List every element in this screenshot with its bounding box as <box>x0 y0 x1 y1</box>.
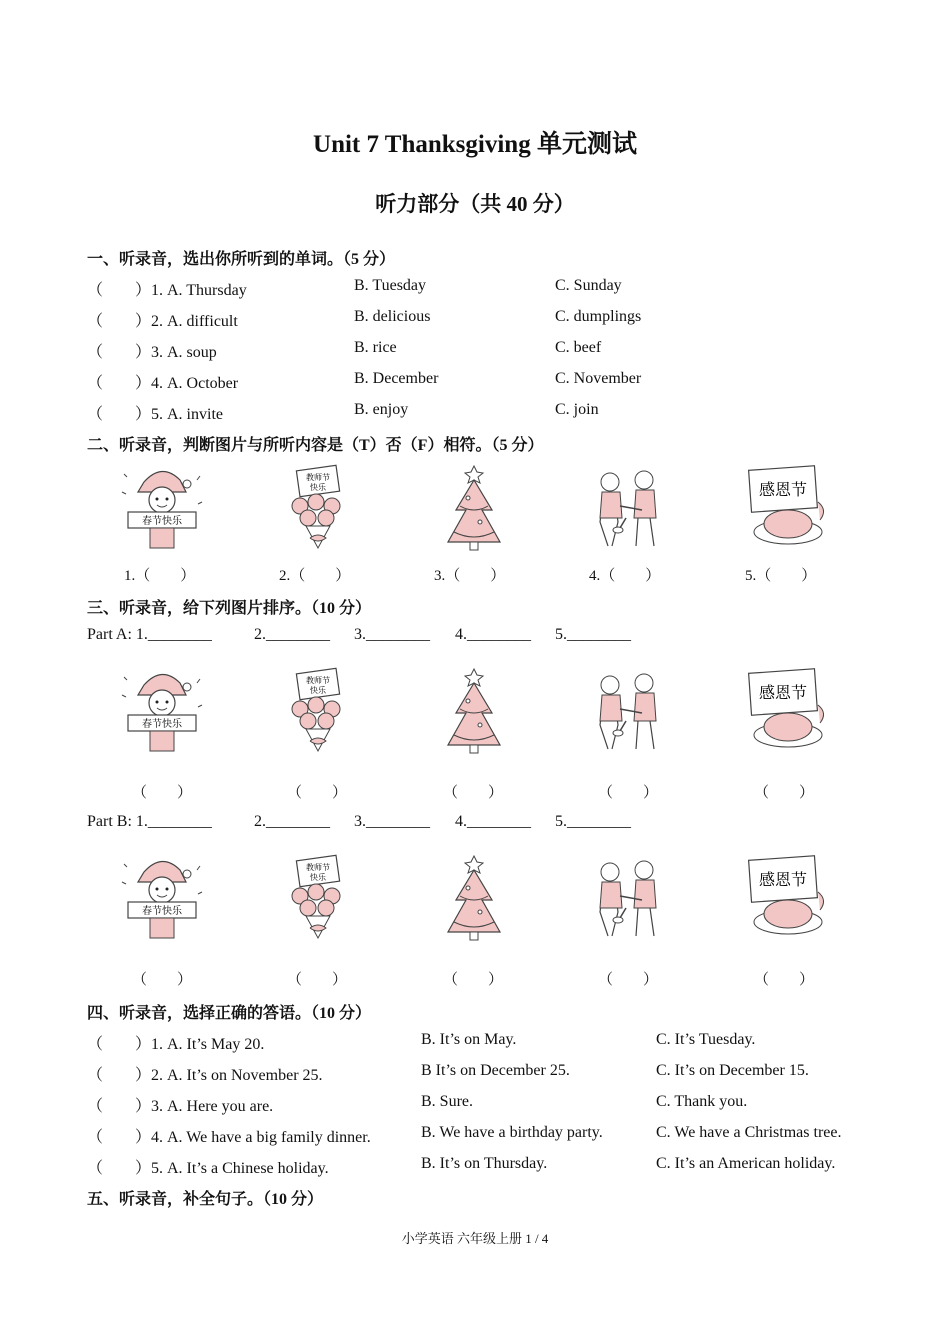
reply-2-option-c: C. It’s on December 15. <box>656 1062 809 1079</box>
question-3-stem[interactable]: （ ）3. A. soup <box>87 344 217 361</box>
reply-5-option-c: C. It’s an American holiday. <box>656 1155 836 1172</box>
reply-3-option-b: B. Sure. <box>421 1093 473 1110</box>
thanks-card-text: 感恩节 <box>758 480 808 499</box>
reply-1-stem[interactable]: （ ）1. A. It’s May 20. <box>87 1036 265 1053</box>
part-a-blank-5[interactable]: 5.________ <box>555 626 631 643</box>
part-a-turkey-picture <box>736 665 832 757</box>
part-a-bouquet-picture <box>270 665 366 757</box>
question-1-stem[interactable]: （ ）1. A. Thursday <box>87 282 247 299</box>
section-subtitle: 听力部分（共 40 分） <box>375 192 575 216</box>
part-b-blank-4[interactable]: 4.________ <box>455 813 531 830</box>
part-a-kids-picture <box>580 665 676 757</box>
part-a-order-3[interactable]: （ ） <box>443 785 504 801</box>
svg-text:感恩节: 感恩节 <box>758 870 808 889</box>
svg-text:快乐: 快乐 <box>310 873 326 882</box>
section-1-heading: 一、听录音，选出你所听到的单词。（5 分） <box>87 251 396 268</box>
question-1-option-c: C. Sunday <box>555 277 622 294</box>
christmas-tree-picture <box>426 462 522 554</box>
part-b-blank-3[interactable]: 3.________ <box>354 813 430 830</box>
question-1-option-b: B. Tuesday <box>354 277 427 294</box>
part-b-order-5[interactable]: （ ） <box>754 972 815 988</box>
part-a-order-2[interactable]: （ ） <box>287 785 348 801</box>
reply-5-option-b: B. It’s on Thursday. <box>421 1155 548 1172</box>
question-4-option-b: B. December <box>354 370 439 387</box>
part-a-blank-3[interactable]: 3.________ <box>354 626 430 643</box>
part-b-blank-5[interactable]: 5.________ <box>555 813 631 830</box>
section-4-heading: 四、听录音，选择正确的答语。（10 分） <box>87 1005 372 1022</box>
part-b-order-2[interactable]: （ ） <box>287 972 348 988</box>
thanksgiving-turkey-picture <box>736 462 832 554</box>
kids-planting-picture <box>580 462 676 554</box>
tf-answer-1[interactable]: 1.（ ） <box>124 568 196 584</box>
question-3-option-c: C. beef <box>555 339 602 356</box>
reply-4-stem[interactable]: （ ）4. A. We have a big family dinner. <box>87 1129 371 1146</box>
question-2-option-b: B. delicious <box>354 308 431 325</box>
teacher-card-line1: 教师节 <box>306 473 330 482</box>
reply-3-stem[interactable]: （ ）3. A. Here you are. <box>87 1098 274 1115</box>
tf-answer-5[interactable]: 5.（ ） <box>745 568 817 584</box>
reply-2-option-b: B It’s on December 25. <box>421 1062 570 1079</box>
part-b-tree-picture <box>426 852 522 944</box>
reply-4-option-b: B. We have a birthday party. <box>421 1124 603 1141</box>
section-3-heading: 三、听录音，给下列图片排序。（10 分） <box>87 600 372 617</box>
question-5-stem[interactable]: （ ）5. A. invite <box>87 406 223 423</box>
svg-text:快乐: 快乐 <box>310 686 326 695</box>
teachers-day-bouquet-picture <box>270 462 366 554</box>
part-a-order-1[interactable]: （ ） <box>132 785 193 801</box>
part-b-bouquet-picture <box>270 852 366 944</box>
reply-3-option-c: C. Thank you. <box>656 1093 748 1110</box>
reply-5-stem[interactable]: （ ）5. A. It’s a Chinese holiday. <box>87 1160 329 1177</box>
page-title: Unit 7 Thanksgiving 单元测试 <box>313 131 637 158</box>
question-4-stem[interactable]: （ ）4. A. October <box>87 375 239 392</box>
reply-1-option-c: C. It’s Tuesday. <box>656 1031 756 1048</box>
svg-text:春节快乐: 春节快乐 <box>142 719 182 730</box>
svg-text:教师节: 教师节 <box>306 863 330 872</box>
teacher-card-line2: 快乐 <box>310 483 326 492</box>
part-b-order-1[interactable]: （ ） <box>132 972 193 988</box>
section-2-heading: 二、听录音，判断图片与所听内容是（T）否（F）相符。（5 分） <box>87 437 544 454</box>
part-a-order-5[interactable]: （ ） <box>754 785 815 801</box>
svg-text:感恩节: 感恩节 <box>758 683 808 702</box>
section-5-heading: 五、听录音，补全句子。（10 分） <box>87 1191 324 1208</box>
page-footer: 小学英语 六年级上册 1 / 4 <box>401 1231 549 1246</box>
part-b-kids-picture <box>580 852 676 944</box>
part-b-order-4[interactable]: （ ） <box>598 972 659 988</box>
question-5-option-b: B. enjoy <box>354 401 409 418</box>
part-a-blank-4[interactable]: 4.________ <box>455 626 531 643</box>
part-a-blank-2[interactable]: 2.________ <box>254 626 330 643</box>
part-b-blank-1[interactable]: Part B: 1.________ <box>87 813 212 830</box>
question-3-option-b: B. rice <box>354 339 397 356</box>
part-b-blank-2[interactable]: 2.________ <box>254 813 330 830</box>
part-a-order-4[interactable]: （ ） <box>598 785 659 801</box>
tf-answer-3[interactable]: 3.（ ） <box>434 568 506 584</box>
part-a-tree-picture <box>426 665 522 757</box>
reply-4-option-c: C. We have a Christmas tree. <box>656 1124 842 1141</box>
spring-banner-text: 春节快乐 <box>142 516 182 527</box>
svg-text:春节快乐: 春节快乐 <box>142 906 182 917</box>
spring-festival-girl-picture <box>114 462 210 554</box>
svg-text:教师节: 教师节 <box>306 676 330 685</box>
question-5-option-c: C. join <box>555 401 599 418</box>
question-2-option-c: C. dumplings <box>555 308 642 325</box>
tf-answer-4[interactable]: 4.（ ） <box>589 568 661 584</box>
part-b-turkey-picture <box>736 852 832 944</box>
part-b-girl-picture <box>114 852 210 944</box>
reply-2-stem[interactable]: （ ）2. A. It’s on November 25. <box>87 1067 323 1084</box>
tf-answer-2[interactable]: 2.（ ） <box>279 568 351 584</box>
part-a-blank-1[interactable]: Part A: 1.________ <box>87 626 212 643</box>
reply-1-option-b: B. It’s on May. <box>421 1031 517 1048</box>
question-2-stem[interactable]: （ ）2. A. difficult <box>87 313 238 330</box>
part-b-order-3[interactable]: （ ） <box>443 972 504 988</box>
part-a-girl-picture <box>114 665 210 757</box>
question-4-option-c: C. November <box>555 370 642 387</box>
